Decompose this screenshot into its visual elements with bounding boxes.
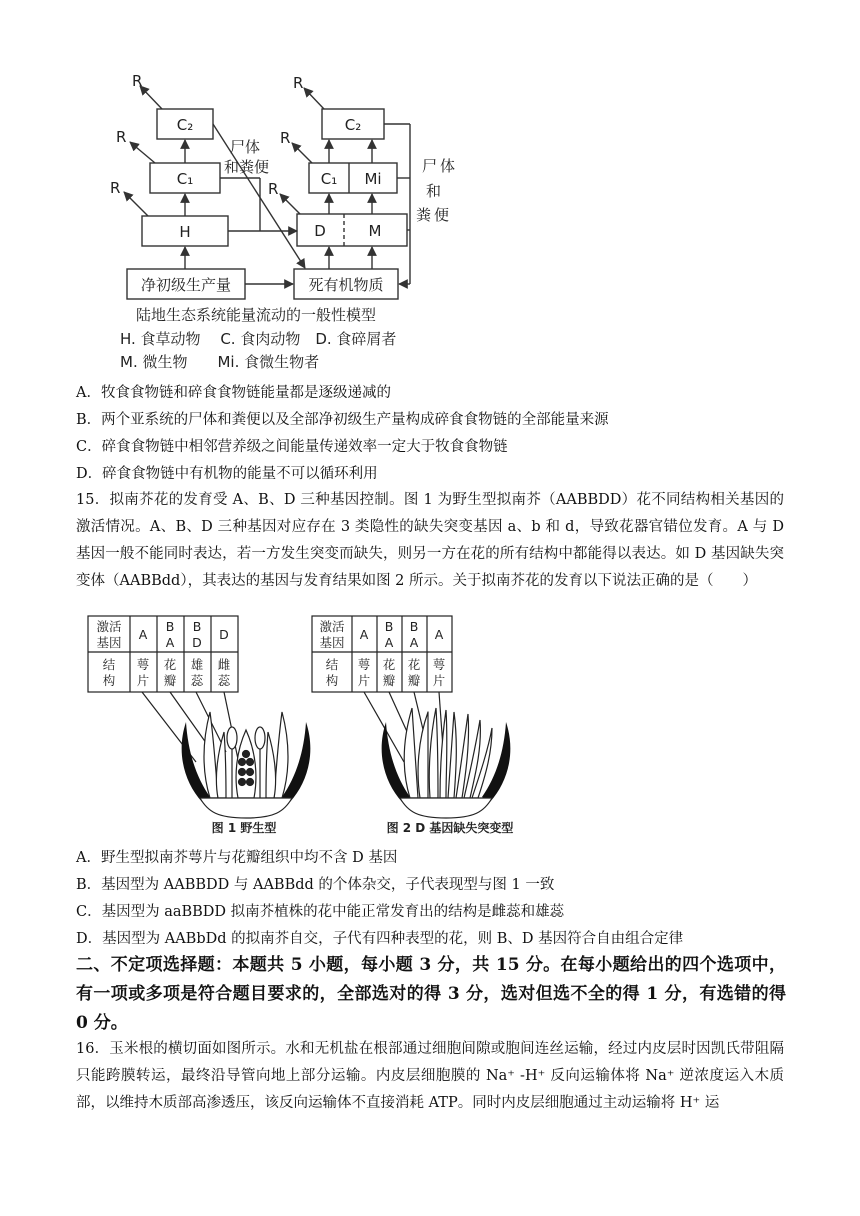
t2-structure: 萼 (357, 657, 371, 672)
t2-gene: B (409, 619, 419, 634)
d-mutant-flower (382, 708, 511, 818)
t1-gene: B (192, 619, 202, 634)
q14-option-d: D．碎食食物链中有机物的能量不可以循环利用 (76, 466, 378, 482)
t1-header: 基因 (96, 635, 122, 650)
t2-gene: B (384, 619, 394, 634)
t2-header: 基因 (319, 635, 345, 650)
t2-gene: A (409, 635, 419, 650)
t1-gene: D (219, 627, 229, 642)
q15-stem: 15．拟南芥花的发育受 A、B、D 三种基因控制。图 1 为野生型拟南芥（AABBDD）花不同结构相关基因的激活情况。A、B、D 三种基因对应存在 3 类隐性的缺失突变基因 a、b 和 d，导致花器官错位发育。A 与 D 基因一般不能同时表达，若一方发生突变而缺失，则另一方在花的所有结构中都能得以表达。如 D 基因缺失突变体（AABBdd），其表达的基因与发育结果如图 2 所示。关于拟南芥花的发育以下说法正确的是（ ） (76, 492, 784, 589)
dead-matter-label: 死有机物质 (308, 276, 384, 294)
t1-structure: 蕊 (217, 673, 231, 688)
r-label: R (268, 180, 279, 198)
q14-option-a: A．牧食食物链和碎食食物链能量都是逐级递减的 (76, 385, 391, 401)
t2-structure: 片 (432, 673, 446, 688)
r-label: R (116, 128, 127, 146)
c2-left-label: C₂ (176, 116, 194, 134)
t1-structure: 雄 (190, 657, 204, 672)
t1-structure: 雌 (217, 657, 231, 672)
flower-diagram (84, 612, 534, 837)
r-label: R (293, 74, 304, 92)
t1-header: 激活 (96, 619, 122, 634)
t2-structure: 花 (382, 657, 396, 672)
t1-structure: 萼 (136, 657, 150, 672)
t1-structure-header: 结 (102, 657, 116, 672)
t2-structure: 花 (407, 657, 421, 672)
t2-header: 激活 (319, 619, 345, 634)
c1-left-label: C₁ (176, 170, 194, 188)
d-label: D (314, 222, 326, 240)
t2-structure-header: 构 (325, 673, 339, 688)
t2-structure-header: 结 (325, 657, 339, 672)
corpse-left-label: 和粪便 (224, 158, 270, 176)
t2-structure: 瓣 (407, 673, 421, 688)
t2-structure: 萼 (432, 657, 446, 672)
r-label: R (110, 179, 121, 197)
r-label: R (132, 72, 143, 90)
h-label: H (179, 223, 191, 241)
q16-stem: 16．玉米根的横切面如图所示。水和无机盐在根部通过细胞间隙或胞间连丝运输，经过内皮层时因凯氏带阻隔只能跨膜转运，最终沿导管向地上部分运输。内皮层细胞膜的 Na⁺ -H⁺ 反向运输体将 Na⁺ 逆浓度运入木质部，以维持木质部高渗透压，该反向运输体不直接消耗 ATP。同时内皮层细胞通过主动运输将 H⁺ 运 (76, 1041, 784, 1111)
t2-structure: 瓣 (382, 673, 396, 688)
m-label: M (368, 222, 382, 240)
t2-gene: A (359, 627, 369, 642)
figure2-caption: 图 2 D 基因缺失突变型 (386, 821, 514, 835)
wild-type-flower (182, 712, 311, 818)
c2-right-label: C₂ (344, 116, 362, 134)
q15-option-b: B．基因型为 AABBDD 与 AABBdd 的个体杂交，子代表现型与图 1 一致 (76, 877, 555, 893)
t2-gene: A (384, 635, 394, 650)
corpse-right-label: 体 (440, 157, 456, 175)
t1-gene: A (138, 627, 148, 642)
r-label: R (280, 129, 291, 147)
t1-structure: 蕊 (190, 673, 204, 688)
figure-legend: H. 食草动物 C. 食肉动物 D. 食碎屑者 (120, 330, 397, 348)
t1-structure: 片 (136, 673, 150, 688)
corpse-right-label: 尸 (422, 157, 438, 175)
mi-label: Mi (364, 170, 382, 188)
t2-structure: 片 (357, 673, 371, 688)
figure-caption: 陆地生态系统能量流动的一般性模型 (136, 306, 377, 324)
q15-option-c: C．基因型为 aaBBDD 拟南芥植株的花中能正常发育出的结构是雌蕊和雄蕊 (76, 904, 565, 920)
q14-option-b: B．两个亚系统的尸体和粪便以及全部净初级生产量构成碎食食物链的全部能量来源 (76, 412, 609, 428)
t1-gene: B (165, 619, 175, 634)
npp-label: 净初级生产量 (140, 276, 232, 294)
t1-structure: 瓣 (163, 673, 177, 688)
c1-right-label: C₁ (320, 170, 338, 188)
section-heading: 二、不定项选择题：本题共 5 小题，每小题 3 分，共 15 分。在每小题给出的四个选项中，有一项或多项是符合题目要求的，全部选对的得 3 分，选对但选不全的得 1 分，有选错的得 0 分。 (76, 955, 786, 1033)
energy-flow-diagram (100, 66, 460, 378)
corpse-right-label: 和 (426, 182, 442, 200)
corpse-right-label: 粪 (416, 206, 432, 224)
q14-option-c: C．碎食食物链中相邻营养级之间能量传递效率一定大于牧食食物链 (76, 439, 508, 455)
t1-structure: 花 (163, 657, 177, 672)
figure-legend: M. 微生物 Mi. 食微生物者 (120, 353, 320, 371)
corpse-right-label: 便 (434, 206, 450, 224)
q15-option-a: A．野生型拟南芥萼片与花瓣组织中均不含 D 基因 (76, 850, 398, 866)
t1-gene: D (192, 635, 202, 650)
corpse-left-label: 尸体 (230, 138, 261, 156)
q15-option-d: D．基因型为 AABbDd 的拟南芥自交，子代有四种表型的花，则 B、D 基因符合自由组合定律 (76, 931, 684, 947)
t1-gene: A (165, 635, 175, 650)
t2-gene: A (434, 627, 444, 642)
figure1-caption: 图 1 野生型 (211, 821, 277, 835)
t1-structure-header: 构 (102, 673, 116, 688)
